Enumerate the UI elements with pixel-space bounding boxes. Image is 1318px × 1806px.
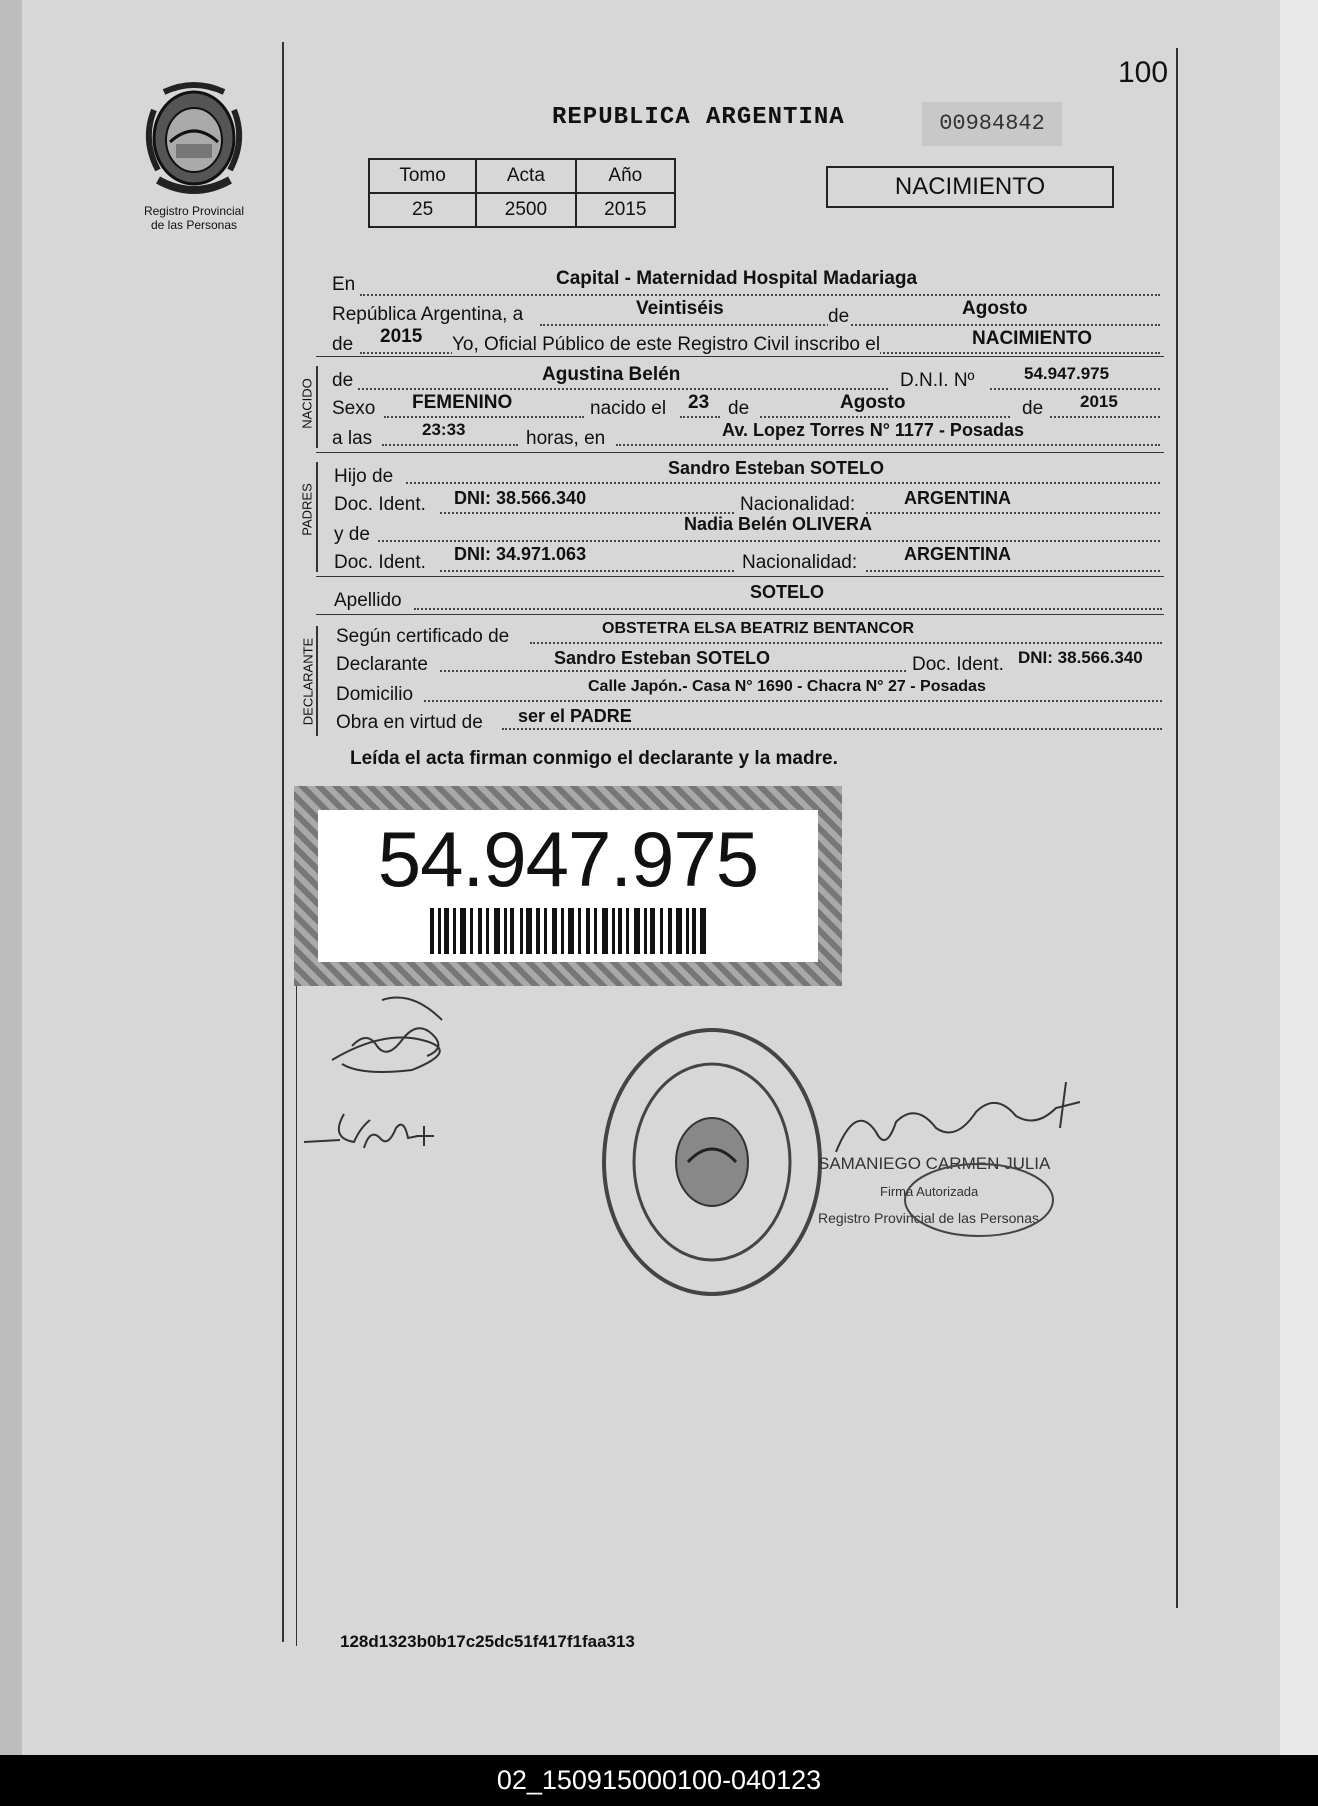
dotted-line [358,388,888,390]
place-value: Capital - Maternidad Hospital Madariaga [556,268,918,289]
mother-signature [300,1098,460,1168]
document-hash: 128d1323b0b17c25dc51f417f1faa313 [340,1632,635,1651]
header-tomo: Tomo [369,159,476,193]
section-divider [316,452,1164,453]
page-number: 100 [1118,56,1169,89]
mother-doc-label: Doc. Ident. [334,552,426,573]
right-frame-line [1176,48,1178,1608]
en-label: En [332,274,356,295]
dotted-line [382,444,518,446]
y-de-label: y de [334,524,370,545]
apellido-value: SOTELO [750,582,825,602]
section-divider [316,614,1164,615]
birth-year-value: 2015 [1080,392,1118,411]
birth-address-value: Av. Lopez Torres N° 1177 - Posadas [722,420,1024,440]
horas-label: horas, en [526,428,606,449]
dni-label: D.N.I. Nº [900,370,975,391]
dotted-line [406,482,1160,484]
nacido-de-label: de [332,370,354,391]
nacido-bracket [316,366,318,448]
value-tomo: 25 [369,193,476,227]
declarante-label: Declarante [336,654,428,675]
certificado-label: Según certificado de [336,626,510,647]
officer-text: Yo, Oficial Público de este Registro Civil inscribo el [452,334,881,355]
registry-caption-line2: de las Personas [150,218,238,232]
dotted-line [384,416,584,418]
dotted-line [990,388,1160,390]
domicilio-value: Calle Japón.- Casa N° 1690 - Chacra N° 27 - Posadas [588,678,986,695]
dni-sticker-label [318,810,818,962]
official-registry-stamp [596,1024,828,1300]
month-value: Agosto [962,298,1028,319]
right-paper-margin [1280,0,1318,1755]
padres-bracket [316,462,318,572]
dotted-line [760,416,1010,418]
official-stamp-oval [902,1160,1056,1240]
day-value: Veintiséis [636,298,724,319]
sexo-value: FEMENINO [412,392,513,413]
dotted-line [360,294,1160,296]
left-frame-line [282,42,284,1642]
apellido-label: Apellido [334,590,402,611]
dotted-line [440,670,906,672]
volume-act-year-table [368,158,676,228]
dotted-line [866,512,1160,514]
birth-time-value: 23:33 [422,420,466,439]
act-type-box: NACIMIENTO [826,166,1114,208]
dotted-line [1050,416,1160,418]
dotted-line [424,700,1162,702]
sexo-label: Sexo [332,398,376,419]
a-las-label: a las [332,428,373,449]
nacido-section-label: NACIDO [299,378,315,429]
republic-label: República Argentina, a [332,304,524,325]
registry-caption [116,204,272,232]
closing-statement: Leída el acta firman conmigo el declarante y la madre. [350,748,838,769]
document-title: REPUBLICA ARGENTINA [552,104,845,131]
obra-label: Obra en virtud de [336,712,483,733]
mother-nationality-label: Nacionalidad: [742,552,858,573]
declarante-doc-label: Doc. Ident. [912,654,1004,675]
certificado-value: OBSTETRA ELSA BEATRIZ BENTANCOR [602,620,914,637]
section-divider [316,576,1164,577]
dotted-line [616,444,1160,446]
dotted-line [414,608,1162,610]
registry-caption-line1: Registro Provincial [143,204,245,218]
father-nationality-label: Nacionalidad: [740,494,856,515]
official-name: SAMANIEGO CARMEN JULIA [818,1154,1051,1173]
padres-section-label: PADRES [299,483,315,536]
dotted-line [540,324,1160,326]
province-coat-of-arms-logo [140,80,248,200]
mother-doc-value: DNI: 34.971.063 [454,544,587,564]
serial-number: 00984842 [922,102,1062,146]
de-label: de [828,306,850,327]
official-role: Firma Autorizada [880,1184,979,1199]
section-divider [316,356,1164,357]
father-doc-label: Doc. Ident. [334,494,426,515]
header-acta: Acta [476,159,575,193]
child-dni-value: 54.947.975 [1024,364,1110,383]
year-value: 2015 [380,326,423,347]
value-ano: 2015 [576,193,675,227]
mother-nationality-value: ARGENTINA [904,544,1011,564]
father-doc-value: DNI: 38.566.340 [454,488,587,508]
paper-edge [0,0,22,1755]
birth-month-value: Agosto [840,392,906,413]
record-value: NACIMIENTO [972,328,1092,349]
de-label-3: de [1022,398,1044,419]
barcode [430,908,706,954]
declarante-value: Sandro Esteban SOTELO [554,648,771,668]
declarante-doc-value: DNI: 38.566.340 [1018,648,1143,667]
dni-sticker-number: 54.947.975 [377,815,759,903]
dotted-line [530,642,1162,644]
declarant-signature [322,990,472,1080]
dni-sticker [294,786,842,986]
footer-filename-band: 02_150915000100-040123 [0,1755,1318,1806]
dotted-line [440,570,734,572]
hijo-de-label: Hijo de [334,466,394,487]
birth-day-value: 23 [688,392,710,413]
child-name-value: Agustina Belén [542,364,681,385]
dotted-line [866,570,1160,572]
dotted-line [502,728,1162,730]
dotted-line [378,540,1160,542]
domicilio-label: Domicilio [336,684,414,705]
nacido-el-label: nacido el [590,398,667,419]
father-name-value: Sandro Esteban SOTELO [668,458,885,478]
mother-name-value: Nadia Belén OLIVERA [684,514,873,534]
obra-value: ser el PADRE [518,706,632,726]
de-label: de [332,334,354,355]
dotted-line [680,416,720,418]
father-nationality-value: ARGENTINA [904,488,1011,508]
declarante-section-label: DECLARANTE [300,637,316,726]
official-office: Registro Provincial de las Personas [818,1210,1039,1226]
declarante-bracket [316,626,318,736]
header-ano: Año [576,159,675,193]
value-acta: 2500 [476,193,575,227]
de-label-2: de [728,398,750,419]
